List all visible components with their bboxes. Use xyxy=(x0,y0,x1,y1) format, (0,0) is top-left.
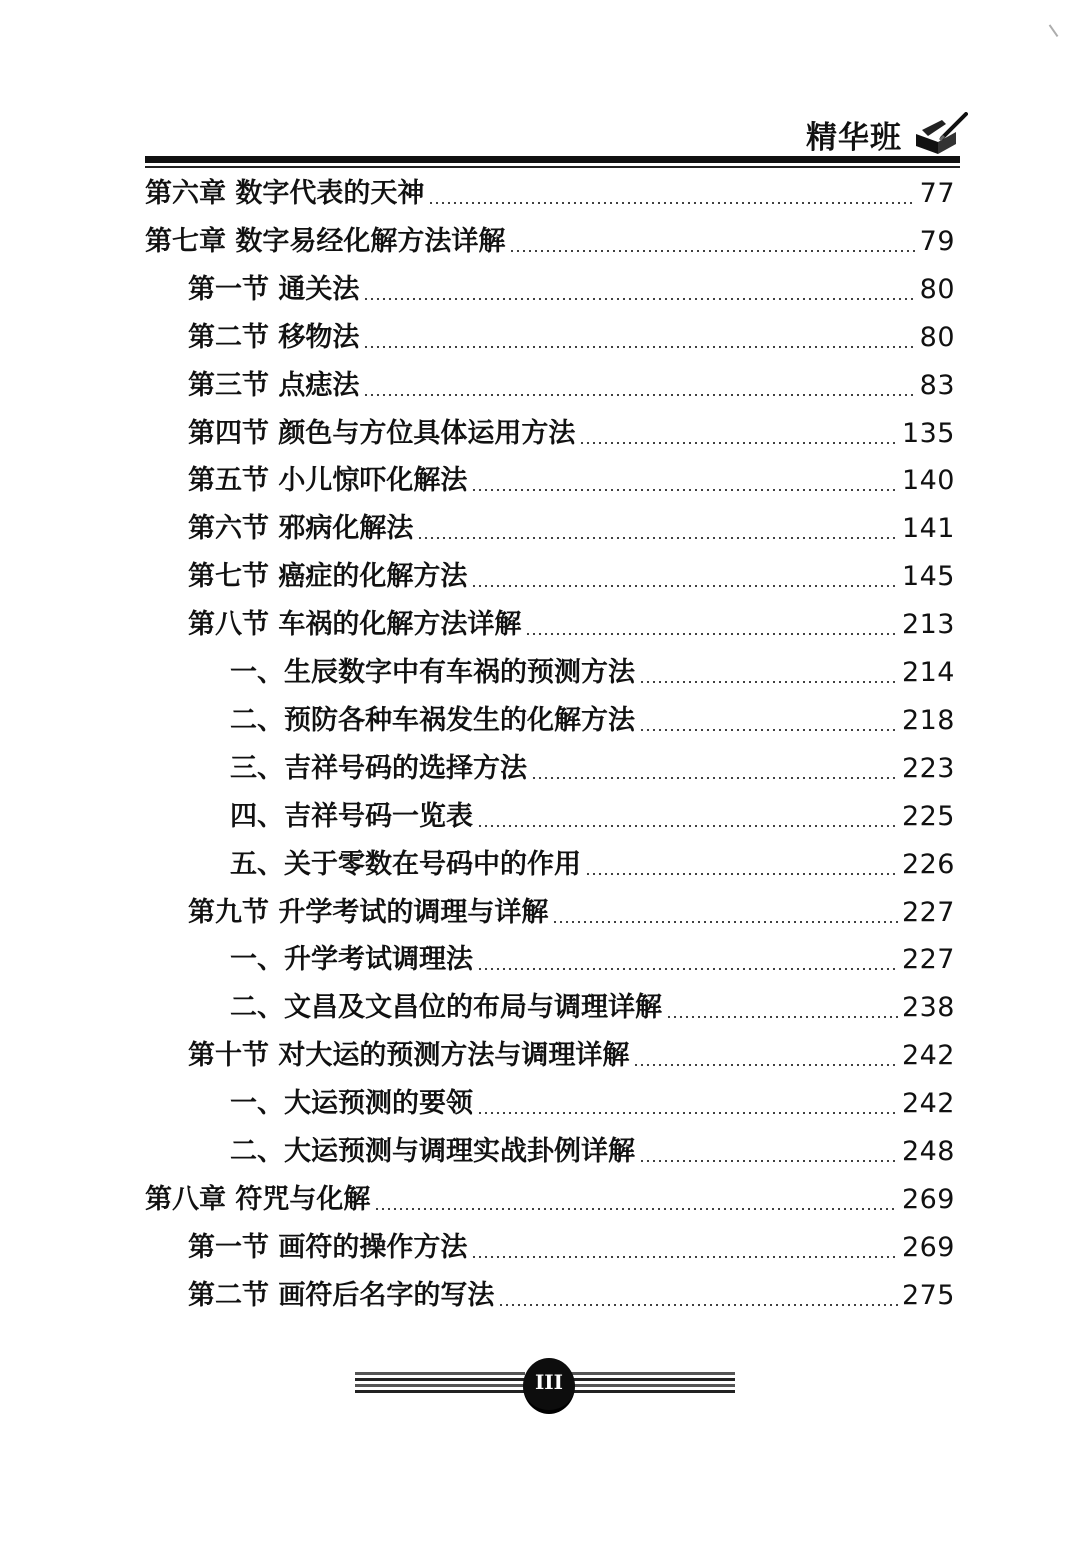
toc-dot-leader xyxy=(585,873,898,875)
toc-entry-page: 242 xyxy=(901,1040,955,1072)
toc-entry-title: 第六节 邪病化解法 xyxy=(188,513,414,545)
toc-entry-page: 214 xyxy=(901,657,955,688)
toc-entry-page: 135 xyxy=(901,417,955,449)
toc-entry xyxy=(188,362,955,410)
header-label: 精华班 xyxy=(806,120,902,156)
toc-dot-leader xyxy=(579,442,898,444)
scan-speck xyxy=(1049,21,1064,37)
toc-entry-page: 269 xyxy=(901,1231,955,1263)
toc-entry-page: 140 xyxy=(901,465,955,497)
toc-entry-page: 223 xyxy=(901,752,955,784)
toc-entry-title: 第三节 点痣法 xyxy=(188,369,360,401)
toc-entry xyxy=(188,1032,955,1080)
toc-entry-title: 五、关于零数在号码中的作用 xyxy=(230,848,581,880)
toc-dot-leader xyxy=(509,250,915,252)
toc-entry-page: 80 xyxy=(919,321,955,353)
toc-entry-page: 226 xyxy=(901,848,955,880)
toc-entry-page: 141 xyxy=(901,513,955,545)
toc-entry-title: 第五节 小儿惊吓化解法 xyxy=(188,465,468,497)
toc-entry xyxy=(230,697,955,745)
toc-entry-page: 275 xyxy=(901,1279,955,1311)
toc-dot-leader xyxy=(531,777,898,779)
toc-entry-title: 一、生辰数字中有车祸的预测方法 xyxy=(230,657,635,688)
toc-entry xyxy=(188,553,955,601)
toc-dot-leader xyxy=(477,825,898,827)
toc-dot-leader xyxy=(477,968,898,970)
toc-entry xyxy=(188,601,955,649)
header-rule xyxy=(145,156,960,168)
toc-entry xyxy=(188,457,955,505)
toc-entry-title: 二、文昌及文昌位的布局与调理详解 xyxy=(230,992,662,1024)
toc-dot-leader xyxy=(374,1208,898,1210)
toc-entry-title: 第六章 数字代表的天神 xyxy=(145,178,425,209)
toc-entry xyxy=(188,505,955,553)
toc-entry-title: 第一节 通关法 xyxy=(188,273,360,305)
toc-entry xyxy=(188,410,955,458)
toc-entry-page: 227 xyxy=(901,896,955,928)
toc-dot-leader xyxy=(471,1256,898,1258)
toc-entry-title: 一、升学考试调理法 xyxy=(230,944,473,976)
toc-entry xyxy=(145,170,955,218)
toc-entry-title: 第四节 颜色与方位具体运用方法 xyxy=(188,417,576,449)
toc-dot-leader xyxy=(633,1064,898,1066)
book-pen-icon xyxy=(912,112,968,156)
toc-entry-title: 二、预防各种车祸发生的化解方法 xyxy=(230,704,635,736)
toc-entry-title: 第十节 对大运的预测方法与调理详解 xyxy=(188,1040,630,1072)
toc-entry-title: 第七节 癌症的化解方法 xyxy=(188,561,468,593)
toc-entry-page: 213 xyxy=(901,609,955,641)
toc-entry xyxy=(230,936,955,984)
toc-dot-leader xyxy=(639,729,898,731)
toc-dot-leader xyxy=(639,681,898,683)
toc-entry xyxy=(230,1128,955,1176)
toc-entry xyxy=(145,218,955,266)
toc-entry-title: 第九节 升学考试的调理与详解 xyxy=(188,896,549,928)
toc-dot-leader xyxy=(552,921,898,923)
toc-entry-page: 227 xyxy=(901,944,955,976)
toc-dot-leader xyxy=(525,633,898,635)
toc-entry xyxy=(145,1176,955,1224)
toc-dot-leader xyxy=(363,298,915,300)
footer-stripes-right xyxy=(565,1372,735,1396)
toc-entry-page: 248 xyxy=(901,1136,955,1167)
toc-entry-page: 80 xyxy=(919,273,955,305)
toc-dot-leader xyxy=(417,537,898,539)
page-number-badge: III xyxy=(523,1358,575,1414)
toc-entry-page: 83 xyxy=(919,369,955,401)
toc-entry-title: 四、吉祥号码一览表 xyxy=(230,800,473,832)
toc-dot-leader xyxy=(471,489,898,491)
toc-dot-leader xyxy=(363,346,915,348)
toc-entry xyxy=(230,793,955,841)
toc-entry-page: 225 xyxy=(901,800,955,832)
toc-entry-title: 第七章 数字易经化解方法详解 xyxy=(145,225,506,257)
toc-entry-page: 77 xyxy=(919,178,955,209)
toc-entry-title: 二、大运预测与调理实战卦例详解 xyxy=(230,1136,635,1167)
toc-entry xyxy=(230,745,955,793)
toc-entry xyxy=(188,314,955,362)
toc-entry-title: 第一节 画符的操作方法 xyxy=(188,1231,468,1263)
toc-entry-title: 一、大运预测的要领 xyxy=(230,1088,473,1120)
toc-dot-leader xyxy=(428,202,915,204)
toc-entry-page: 269 xyxy=(901,1183,955,1215)
toc-entry-page: 218 xyxy=(901,704,955,736)
toc-dot-leader xyxy=(639,1160,898,1162)
toc-entry-page: 145 xyxy=(901,561,955,593)
toc-dot-leader xyxy=(363,394,915,396)
toc-entry-page: 79 xyxy=(919,225,955,257)
toc-entry-title: 三、吉祥号码的选择方法 xyxy=(230,752,527,784)
toc-entry xyxy=(230,649,955,697)
toc-dot-leader xyxy=(498,1304,898,1306)
toc-entry xyxy=(188,266,955,314)
toc-entry-title: 第二节 画符后名字的写法 xyxy=(188,1279,495,1311)
toc-entry xyxy=(230,984,955,1032)
page-footer xyxy=(355,1358,735,1418)
toc-entry-page: 242 xyxy=(901,1088,955,1120)
toc-entry-title: 第八节 车祸的化解方法详解 xyxy=(188,609,522,641)
toc-entry xyxy=(188,889,955,937)
toc-entry xyxy=(188,1224,955,1272)
toc-dot-leader xyxy=(471,585,898,587)
toc-entry-page: 238 xyxy=(901,992,955,1024)
toc-entry xyxy=(230,841,955,889)
toc-dot-leader xyxy=(666,1016,898,1018)
toc-entry-title: 第八章 符咒与化解 xyxy=(145,1183,371,1215)
footer-stripes-left xyxy=(355,1372,525,1396)
toc-entry xyxy=(230,1080,955,1128)
toc-entry-title: 第二节 移物法 xyxy=(188,321,360,353)
toc-dot-leader xyxy=(477,1112,898,1114)
toc-entry xyxy=(188,1272,955,1320)
